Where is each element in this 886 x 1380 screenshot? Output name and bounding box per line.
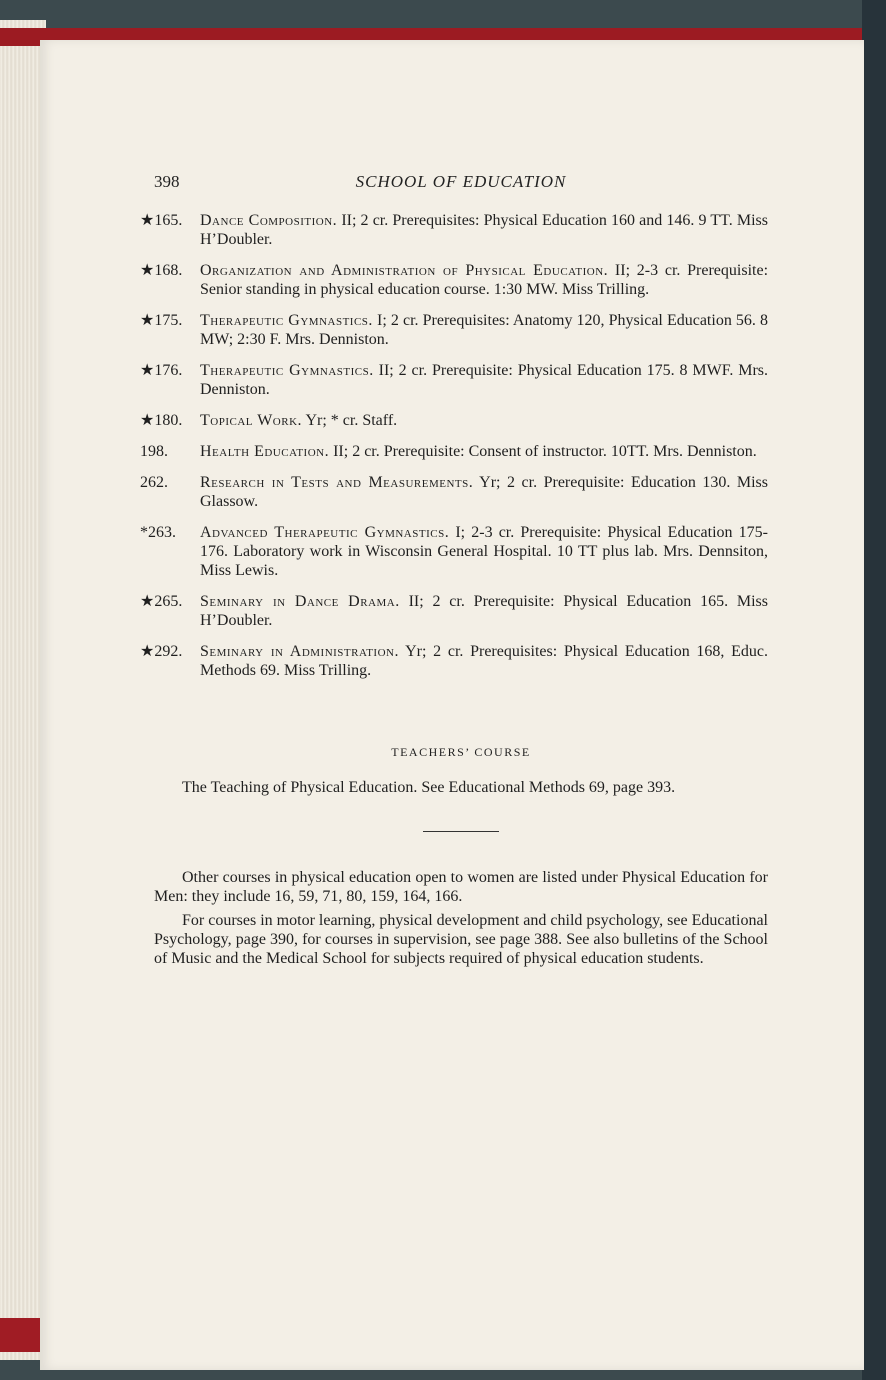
course-details: Yr; 2 cr. Prerequisites: Physical Education 168, Educ. Methods 69. Miss Trilling. <box>200 643 768 679</box>
course-name: Topical Work. <box>200 412 303 429</box>
course-entry <box>140 211 769 249</box>
course-number: ★265. <box>140 593 183 610</box>
course-entry <box>140 442 768 461</box>
course-entry <box>140 311 769 349</box>
course-entry <box>140 361 769 399</box>
course-entry <box>140 523 769 580</box>
course-entry <box>140 411 768 430</box>
course-number: ★168. <box>140 262 183 279</box>
divider <box>423 831 499 832</box>
course-details: II; 2-3 cr. Prerequisite: Senior standing in physical education course. 1:30 MW. Miss Trilling. <box>200 262 769 298</box>
running-header <box>154 172 768 196</box>
background-right <box>862 0 886 1380</box>
course-number: ★175. <box>140 312 183 329</box>
course-entry <box>140 261 769 299</box>
course-name: Therapeutic Gymnastics. <box>200 312 373 329</box>
course-name: Seminary in Dance Drama. <box>200 593 400 610</box>
note-paragraph: Other courses in physical education open to women are listed under Physical Education for Men: they include 16, 59, 71, 80, 159, 164, 166. <box>154 869 768 905</box>
course-details: I; 2 cr. Prerequisites: Anatomy 120, Physical Education 56. 8 MW; 2:30 F. Mrs. Denniston. <box>200 312 769 348</box>
course-entry <box>140 642 768 680</box>
course-details: Yr; 2 cr. Prerequisite: Education 130. Miss Glassow. <box>200 474 768 510</box>
course-entry <box>140 473 768 511</box>
course-name: Research in Tests and Measurements. <box>200 474 474 491</box>
course-number: 198. <box>140 443 168 460</box>
course-details: II; 2 cr. Prerequisite: Physical Education 175. 8 MWF. Mrs. Denniston. <box>200 362 769 398</box>
course-name: Organization and Administration of Physical Education. <box>200 262 609 279</box>
course-list <box>140 211 769 692</box>
course-details: II; 2 cr. Prerequisite: Physical Education 165. Miss H’Doubler. <box>200 593 769 629</box>
course-details: II; 2 cr. Prerequisite: Consent of instructor. 10TT. Mrs. Denniston. <box>333 443 757 460</box>
course-number: 262. <box>140 474 168 491</box>
course-details: I; 2-3 cr. Prerequisite: Physical Education 175-176. Laboratory work in Wisconsin General Hospital. 10 TT plus lab. Mrs. Dennsiton, Miss Lewis. <box>200 524 769 579</box>
course-number: ★292. <box>140 643 183 660</box>
note-paragraph: For courses in motor learning, physical development and child psychology, see Educational Psychology, page 390, for courses in supervision, see page 388. See also bulletins of the School of Music and the Medical School for subjects required of physical education students. <box>154 912 768 967</box>
course-details: Yr; * cr. Staff. <box>305 412 398 429</box>
course-name: Health Education. <box>200 443 330 460</box>
course-name: Therapeutic Gymnastics. <box>200 362 374 379</box>
course-number: ★180. <box>140 412 183 429</box>
running-title: SCHOOL OF EDUCATION <box>355 172 567 191</box>
course-name: Seminary in Administration. <box>200 643 399 660</box>
course-number: ★176. <box>140 362 183 379</box>
course-name: Dance Composition. <box>200 212 338 229</box>
course-name: Advanced Therapeutic Gymnastics. <box>200 524 450 541</box>
page-number: 398 <box>154 172 180 191</box>
course-number: ★165. <box>140 212 183 229</box>
course-details: II; 2 cr. Prerequisites: Physical Education 160 and 146. 9 TT. Miss H’Doubler. <box>200 212 769 248</box>
course-number: *263. <box>140 524 176 541</box>
course-entry <box>140 592 769 630</box>
teachers-course-text: The Teaching of Physical Education. See Educational Methods 69, page 393. <box>182 779 676 796</box>
section-heading: TEACHERS’ COURSE <box>391 745 531 759</box>
